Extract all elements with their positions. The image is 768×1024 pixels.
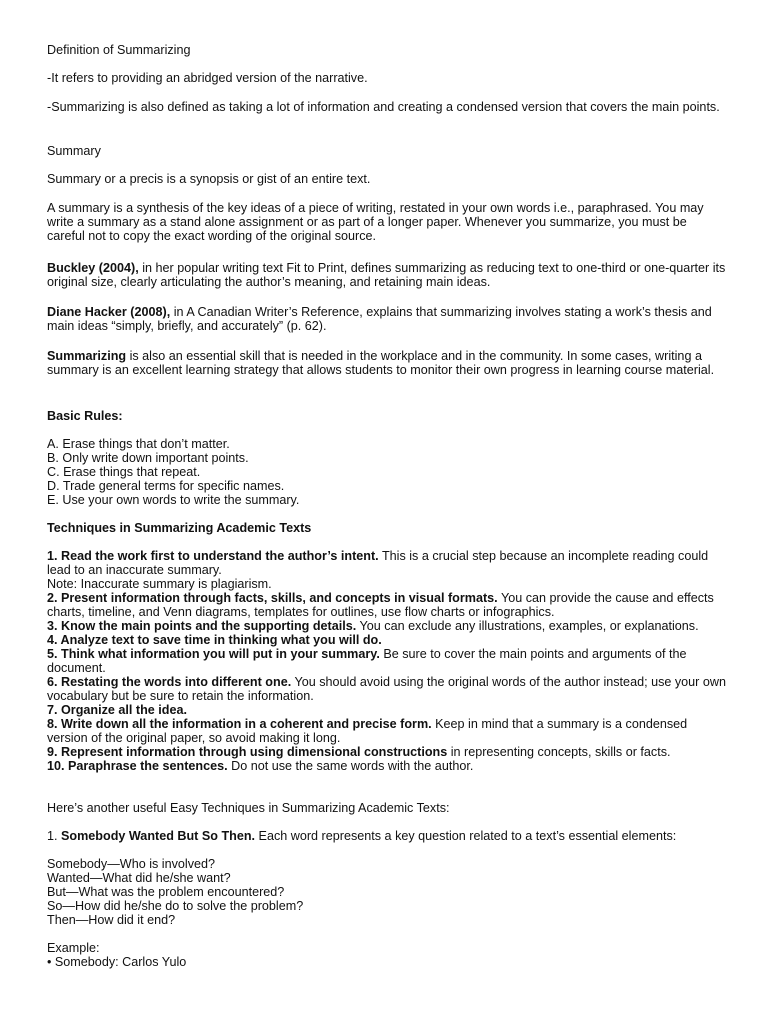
buckley-citation: Buckley (2004), (47, 261, 139, 275)
summary-paragraph-2: A summary is a synthesis of the key ideas of a piece of writing, restated in your own words i.e., paraphrased. You may write a summary as a stand alone assignment or as part of a longer paper. Whenever you summarize, you must be careful not to copy the exact wording of the original source. (47, 201, 704, 243)
hacker-text: in A Canadian Writer’s Reference, explains that summarizing involves stating a work’s thesis and main ideas “simply, briefly, and accurately” (p. 62). (47, 305, 712, 333)
swbst-questions (47, 857, 727, 927)
swbst-paragraph: 1. Somebody Wanted But So Then. Each word represents a key question related to a text’s essential elements: (47, 829, 677, 843)
rule-item: C. Erase things that repeat. (47, 465, 201, 479)
skill-lead: Summarizing (47, 349, 127, 363)
question-item: Then—How did it end? (47, 913, 176, 927)
summary-paragraph-1: Summary or a precis is a synopsis or gist of an entire text. (47, 172, 371, 186)
question-item: Wanted—What did he/she want? (47, 871, 231, 885)
definition-2: -Summarizing is also defined as taking a lot of information and creating a condensed version that covers the main points. (47, 100, 720, 114)
techniques-heading: Techniques in Summarizing Academic Texts (47, 521, 312, 535)
technique-item: 9. Represent information through using dimensional constructions in representing concepts, skills or facts. (47, 745, 671, 759)
example-label: Example: (47, 941, 100, 955)
technique-item: 10. Paraphrase the sentences. Do not use the same words with the author. (47, 759, 474, 773)
another-techniques-intro: Here’s another useful Easy Techniques in Summarizing Academic Texts: (47, 801, 450, 815)
rule-item: E. Use your own words to write the summary. (47, 493, 300, 507)
skill-paragraph (47, 349, 727, 377)
question-item: Somebody—Who is involved? (47, 857, 215, 871)
example-item: • Somebody: Carlos Yulo (47, 955, 187, 969)
buckley-text: in her popular writing text Fit to Print, defines summarizing as reducing text to one-third or one-quarter its original size, clearly articulating the author’s meaning, and retaining main ideas. (47, 261, 726, 289)
technique-item: 3. Know the main points and the supporting details. You can exclude any illustrations, examples, or explanations. (47, 619, 699, 633)
swbst-lead: Somebody Wanted But So Then. (61, 829, 256, 843)
technique-item: 2. Present information through facts, skills, and concepts in visual formats. You can provide the cause and effects charts, timeline, and Venn diagrams, templates for outlines, use flow charts or infographics. (47, 591, 714, 619)
rule-item: B. Only write down important points. (47, 451, 249, 465)
technique-item: 1. Read the work first to understand the author’s intent. This is a crucial step because an incomplete reading could lead to an inaccurate summary. (47, 549, 709, 577)
hacker-paragraph (47, 305, 727, 333)
example-block (47, 941, 727, 969)
question-item: But—What was the problem encountered? (47, 885, 285, 899)
technique-item: 8. Write down all the information in a coherent and precise form. Keep in mind that a summary is a condensed version of the original paper, so avoid making it long. (47, 717, 688, 745)
technique-item: 6. Restating the words into different one. You should avoid using the original words of the author instead; use your own vocabulary but be sure to retain the information. (47, 675, 726, 703)
technique-note: Note: Inaccurate summary is plagiarism. (47, 577, 272, 591)
buckley-paragraph (47, 261, 727, 289)
technique-item: 4. Analyze text to save time in thinking what you will do. (47, 633, 382, 647)
summary-heading: Summary (47, 144, 101, 158)
rule-item: A. Erase things that don’t matter. (47, 437, 230, 451)
rules-heading: Basic Rules: (47, 409, 123, 423)
hacker-citation: Diane Hacker (2008), (47, 305, 171, 319)
document-title: Definition of Summarizing (47, 43, 191, 57)
rules-list (47, 437, 727, 507)
definition-1: -It refers to providing an abridged version of the narrative. (47, 71, 368, 85)
question-item: So—How did he/she do to solve the problem? (47, 899, 304, 913)
technique-item: 7. Organize all the idea. (47, 703, 187, 717)
technique-item: 5. Think what information you will put in your summary. Be sure to cover the main points and arguments of the document. (47, 647, 687, 675)
rule-item: D. Trade general terms for specific names. (47, 479, 285, 493)
techniques-list (47, 549, 727, 773)
skill-text: is also an essential skill that is needed in the workplace and in the community. In some cases, writing a summary is an excellent learning strategy that allows students to monitor their own progress in learning course material. (47, 349, 715, 377)
